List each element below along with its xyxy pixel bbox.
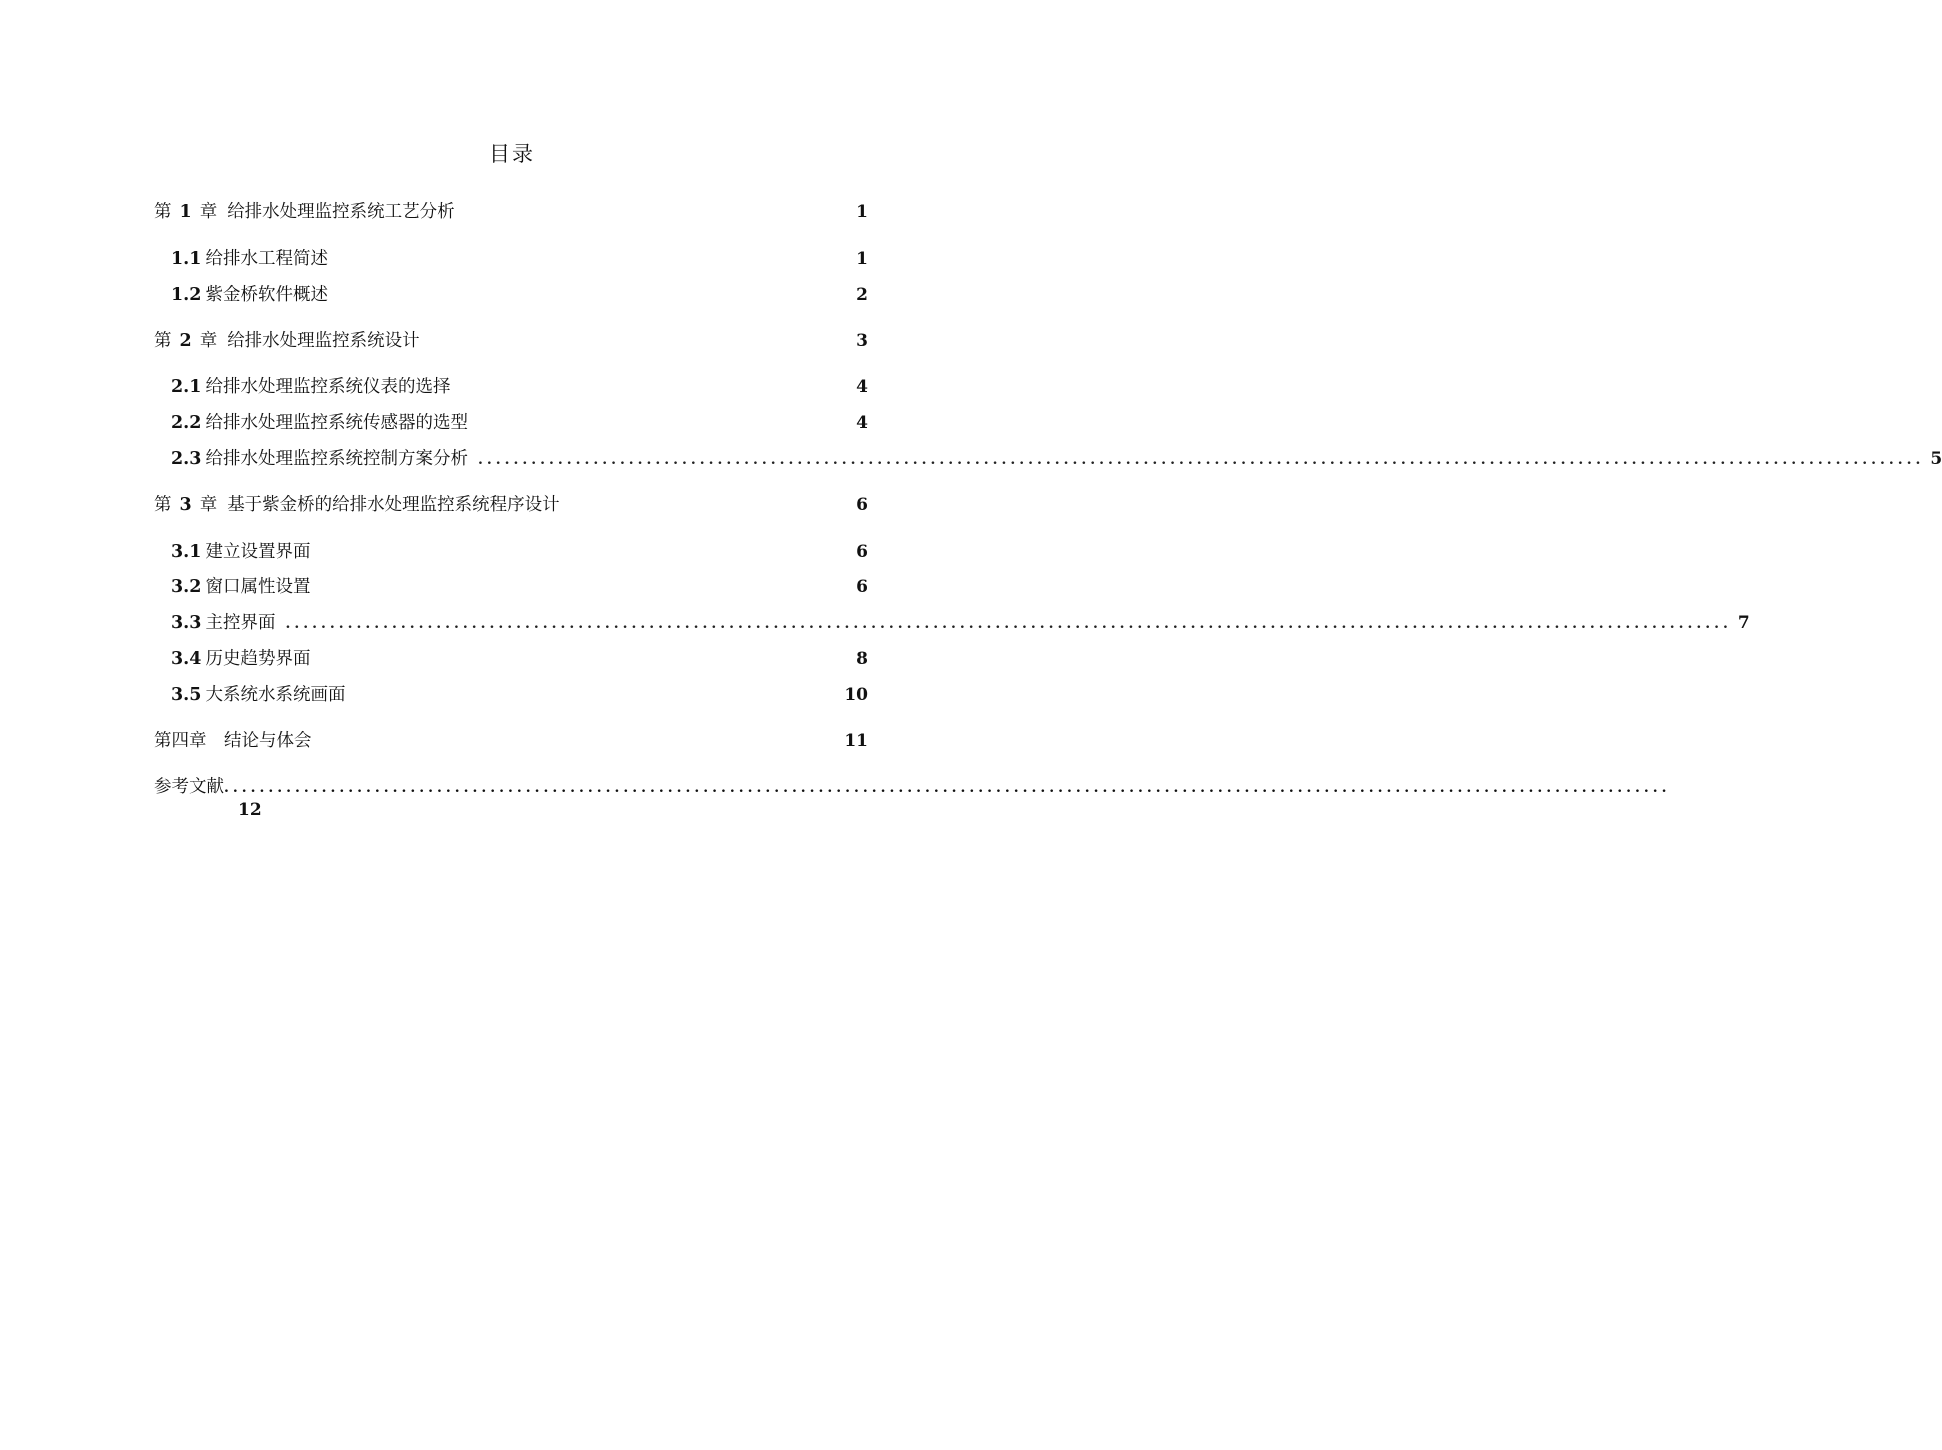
section-number: 3.3 (171, 613, 202, 633)
toc-entry-label: 建立设置界面 (205, 542, 311, 562)
section-number: 2.2 (171, 413, 202, 433)
toc-entry-chapter-1[interactable] (154, 198, 868, 224)
toc-entry-label: 基于紫金桥的给排水处理监控系统程序设计 (227, 495, 560, 515)
toc-entry-section-3-5[interactable] (171, 681, 868, 707)
toc-entry-section-1-2[interactable] (171, 281, 868, 307)
toc-entry-label: 主控界面 (205, 613, 276, 633)
section-number: 1.1 (171, 249, 202, 269)
toc-page-number: 1 (856, 202, 868, 222)
toc-entry-chapter-3[interactable] (154, 491, 868, 517)
chapter-word: 第 (154, 331, 172, 351)
toc-entry-section-2-2[interactable] (171, 409, 868, 435)
toc-entry-label: 给排水处理监控系统工艺分析 (227, 202, 455, 222)
chapter-suffix: 章 (199, 495, 218, 515)
toc-entry-label: 窗口属性设置 (205, 577, 311, 597)
dot-leader: ................................................................................................................................................................... (224, 780, 1671, 796)
section-number: 3.1 (171, 542, 202, 562)
toc-page-number: 3 (856, 331, 868, 351)
toc-entry-label: 给排水处理监控系统设计 (227, 331, 420, 351)
toc-entry-chapter-2[interactable] (154, 327, 868, 353)
toc-entry-label: 大系统水系统画面 (205, 685, 346, 705)
toc-entry-chapter-4[interactable] (154, 727, 868, 753)
toc-page-number: 5 (1930, 449, 1942, 469)
toc-entry-label: 给排水处理监控系统控制方案分析 (205, 449, 468, 469)
chapter-word: 第 (154, 202, 172, 222)
chapter-number: 3 (179, 495, 192, 515)
dot-leader: ................................................................................................................................................................... (285, 616, 1732, 632)
toc-entry-section-3-2[interactable] (171, 573, 868, 599)
toc-title: 目录 (489, 142, 535, 166)
section-number: 3.4 (171, 649, 202, 669)
toc-entry-label: 第四章 结论与体会 (154, 731, 312, 751)
toc-page-number: 6 (856, 495, 868, 515)
toc-entry-section-3-4[interactable] (171, 645, 868, 671)
toc-entry-section-2-1[interactable] (171, 373, 868, 399)
chapter-suffix: 章 (199, 202, 218, 222)
section-number: 1.2 (171, 285, 202, 305)
section-number: 3.5 (171, 685, 202, 705)
chapter-word: 第 (154, 495, 172, 515)
toc-entry-label: 给排水处理监控系统传感器的选型 (205, 413, 468, 433)
toc-page-number: 6 (856, 577, 868, 597)
section-number: 2.3 (171, 449, 202, 469)
chapter-number: 2 (179, 331, 192, 351)
toc-entry-label: 给排水工程简述 (205, 249, 328, 269)
references-label: 参考文献 (154, 777, 224, 797)
toc-entry-label: 历史趋势界面 (205, 649, 311, 669)
toc-page-number: 11 (844, 731, 868, 751)
toc-page-number: 6 (856, 542, 868, 562)
toc-entry-section-2-3[interactable] (171, 445, 1942, 471)
section-number: 3.2 (171, 577, 202, 597)
references-page-number: 12 (238, 800, 262, 820)
chapter-number: 1 (179, 202, 192, 222)
toc-entry-section-1-1[interactable] (171, 245, 868, 271)
toc-entry-section-3-3[interactable] (171, 609, 1750, 635)
toc-page-number: 2 (856, 285, 868, 305)
toc-page-number: 4 (856, 377, 868, 397)
toc-entry-section-3-1[interactable] (171, 538, 868, 564)
toc-page-number: 10 (844, 685, 868, 705)
toc-page-number: 4 (856, 413, 868, 433)
chapter-suffix: 章 (199, 331, 218, 351)
section-number: 2.1 (171, 377, 202, 397)
dot-leader: ................................................................................................................................................................... (477, 452, 1925, 468)
toc-page-number: 8 (856, 649, 868, 669)
toc-page-number: 7 (1737, 613, 1750, 633)
toc-entry-references[interactable] (154, 773, 1671, 799)
toc-entry-label: 紫金桥软件概述 (205, 285, 328, 305)
toc-entry-label: 给排水处理监控系统仪表的选择 (205, 377, 451, 397)
toc-page-number: 1 (856, 249, 868, 269)
